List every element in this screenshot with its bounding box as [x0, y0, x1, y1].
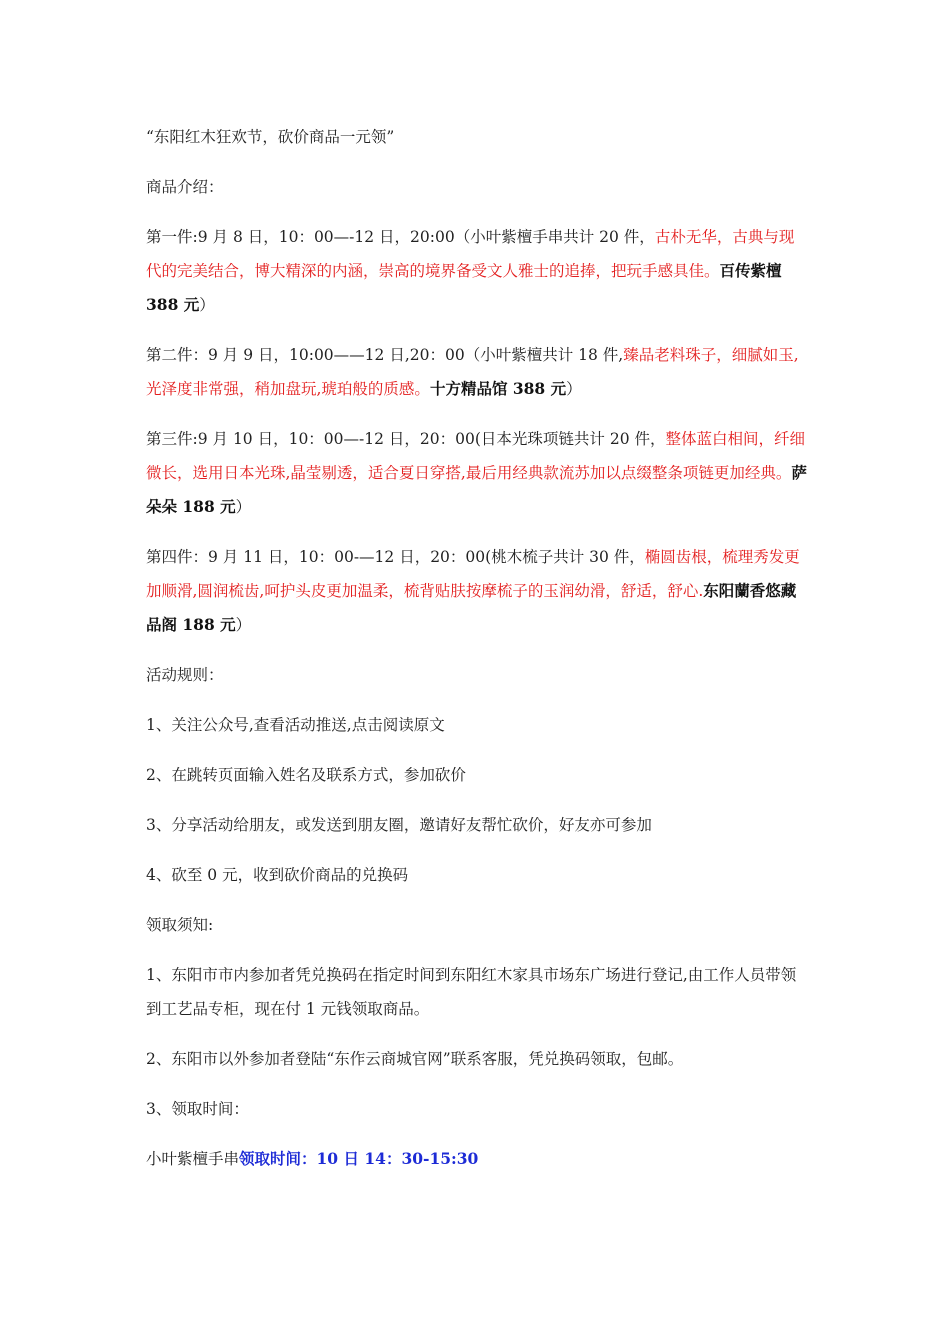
item-1	[146, 220, 808, 322]
item-3-desc: 整体蓝白相间，纤细微长，选用日本光珠,晶莹剔透，适合夏日穿搭,最后用经典款流苏加以点缀整条项链更加经典。	[146, 430, 806, 482]
notice-1: 1、东阳市市内参加者凭兑换码在指定时间到东阳红木家具市场东广场进行登记,由工作人员带领到工艺品专柜，现在付 1 元钱领取商品。	[146, 966, 797, 1018]
item-3-shop-price: 萨朵朵 188 元	[146, 463, 807, 516]
item-4-prefix: 第四件：9 月 11 日，10：00-—12 日，20：00(桃木梳子共计 30 件，	[146, 548, 645, 566]
doc-title: “东阳红木狂欢节，砍价商品一元领”	[146, 128, 395, 146]
pickup-line	[146, 1142, 808, 1176]
rule-3: 3、分享活动给朋友，或发送到朋友圈，邀请好友帮忙砍价，好友亦可参加	[146, 816, 652, 834]
item-1-suffix: ）	[199, 296, 215, 314]
item-1-prefix: 第一件:9 月 8 日，10：00—-12 日，20:00（小叶紫檀手串共计 20 件，	[146, 228, 655, 246]
rule-2: 2、在跳转页面输入姓名及联系方式，参加砍价	[146, 766, 466, 784]
rule-1: 1、关注公众号,查看活动推送,点击阅读原文	[146, 716, 445, 734]
item-4	[146, 540, 808, 642]
pickup-item: 小叶紫檀手串	[146, 1150, 240, 1168]
notice-3: 3、领取时间：	[146, 1100, 249, 1118]
rule-4: 4、砍至 0 元，收到砍价商品的兑换码	[146, 866, 409, 884]
document-page	[146, 120, 808, 1192]
item-1-desc: 古朴无华，古典与现代的完美结合，博大精深的内涵，崇高的境界备受文人雅士的追捧，把玩手感具佳。	[146, 228, 795, 280]
notice-heading: 领取须知:	[146, 916, 214, 934]
item-2-suffix: ）	[566, 380, 582, 398]
item-2-prefix: 第二件：9 月 9 日，10:00——12 日,20：00（小叶紫檀共计 18 件,	[146, 346, 624, 364]
item-4-suffix: ）	[235, 616, 252, 634]
item-4-shop-price: 东阳蘭香悠藏品阁 188 元	[146, 581, 797, 634]
rules-heading: 活动规则：	[146, 666, 224, 684]
item-2-desc: 臻品老料珠子，细腻如玉,光泽度非常强，稍加盘玩,琥珀般的质感。	[146, 346, 799, 398]
item-3-prefix: 第三件:9 月 10 日，10：00—-12 日，20：00(日本光珠项链共计 20 件，	[146, 430, 666, 448]
intro-heading: 商品介绍：	[146, 178, 224, 196]
item-4-desc: 椭圆齿根，梳理秀发更加顺滑,圆润梳齿,呵护头皮更加温柔，梳背贴肤按摩梳子的玉润幼滑，舒适，舒心.	[146, 548, 800, 600]
item-2-shop-price: 十方精品馆 388 元	[429, 379, 567, 398]
pickup-time: 领取时间：10 日 14：30-15:30	[239, 1149, 479, 1168]
item-3-suffix: ）	[235, 498, 252, 516]
item-2	[146, 338, 808, 406]
item-3	[146, 422, 808, 524]
item-1-shop-price: 百传紫檀 388 元	[146, 261, 782, 314]
notice-2: 2、东阳市以外参加者登陆“东作云商城官网”联系客服，凭兑换码领取，包邮。	[146, 1050, 684, 1068]
